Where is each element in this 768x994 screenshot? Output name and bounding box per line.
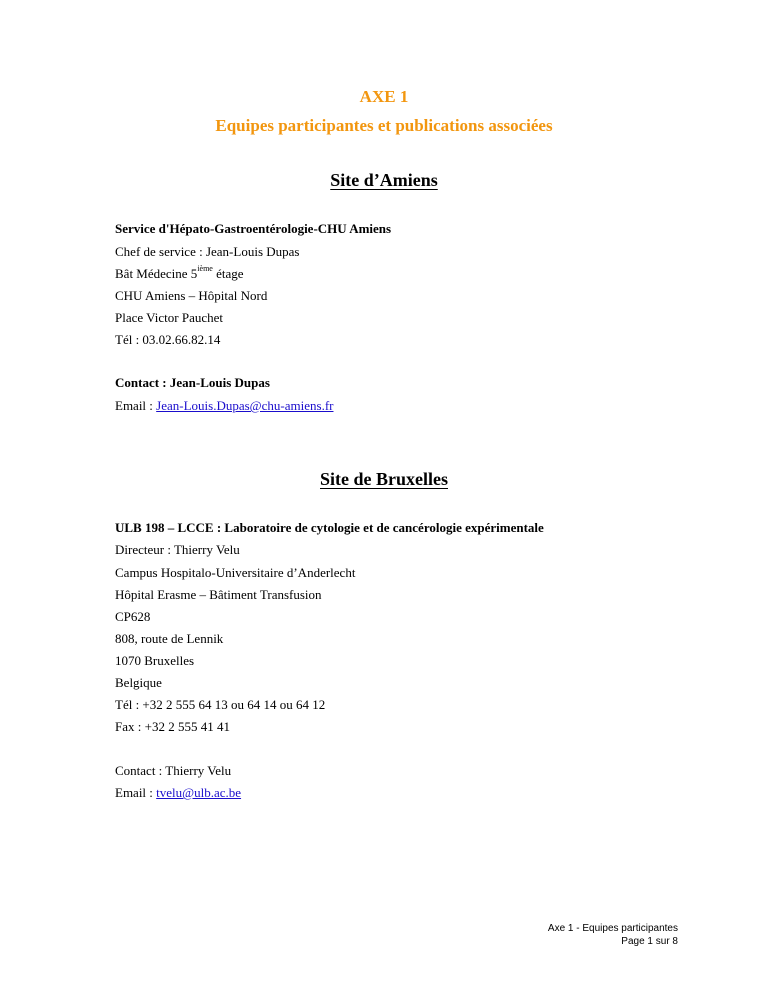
bruxelles-ville: 1070 Bruxelles [115,653,195,668]
site-bruxelles-title: Site de Bruxelles [320,469,448,489]
amiens-batiment [115,266,244,282]
axe-subtitle: Equipes participantes et publications associées [215,116,553,135]
bruxelles-cp: CP628 [115,609,151,624]
bruxelles-hopital: Hôpital Erasme – Bâtiment Transfusion [115,587,322,602]
site-amiens-title: Site d’Amiens [330,170,438,190]
amiens-batiment-pre: Bât Médecine 5 [115,266,198,281]
bruxelles-email-link[interactable]: tvelu@ulb.ac.be [156,785,242,800]
bruxelles-tel: Tél : +32 2 555 64 13 ou 64 14 ou 64 12 [115,697,326,712]
amiens-batiment-sup: ième [197,264,213,273]
amiens-hopital: CHU Amiens – Hôpital Nord [115,288,268,303]
amiens-place: Place Victor Pauchet [115,310,223,325]
bruxelles-lab: ULB 198 – LCCE : Laboratoire de cytologie et de cancérologie expérimentale [115,520,544,535]
bruxelles-pays: Belgique [115,675,162,690]
axe-title: AXE 1 [359,87,409,106]
bruxelles-route: 808, route de Lennik [115,631,224,646]
amiens-email-label: Email : [115,398,157,413]
amiens-contact: Contact : Jean-Louis Dupas [115,375,270,390]
amiens-batiment-post: étage [212,266,244,281]
amiens-tel: Tél : 03.02.66.82.14 [115,332,221,347]
bruxelles-email-label: Email : [115,785,157,800]
bruxelles-campus: Campus Hospitalo-Universitaire d’Anderlecht [115,565,356,580]
amiens-chef: Chef de service : Jean-Louis Dupas [115,244,300,259]
page-footer [548,922,678,948]
bruxelles-contact: Contact : Thierry Velu [115,763,232,778]
footer-page-number: Page 1 sur 8 [621,936,678,947]
footer-section: Axe 1 - Equipes participantes [547,923,678,934]
amiens-email-line [115,398,333,414]
bruxelles-email-line [115,785,241,801]
amiens-email-link[interactable]: Jean-Louis.Dupas@chu-amiens.fr [156,398,334,413]
bruxelles-directeur: Directeur : Thierry Velu [115,542,240,557]
bruxelles-fax: Fax : +32 2 555 41 41 [115,719,230,734]
amiens-service: Service d'Hépato-Gastroentérologie-CHU Amiens [115,221,392,236]
